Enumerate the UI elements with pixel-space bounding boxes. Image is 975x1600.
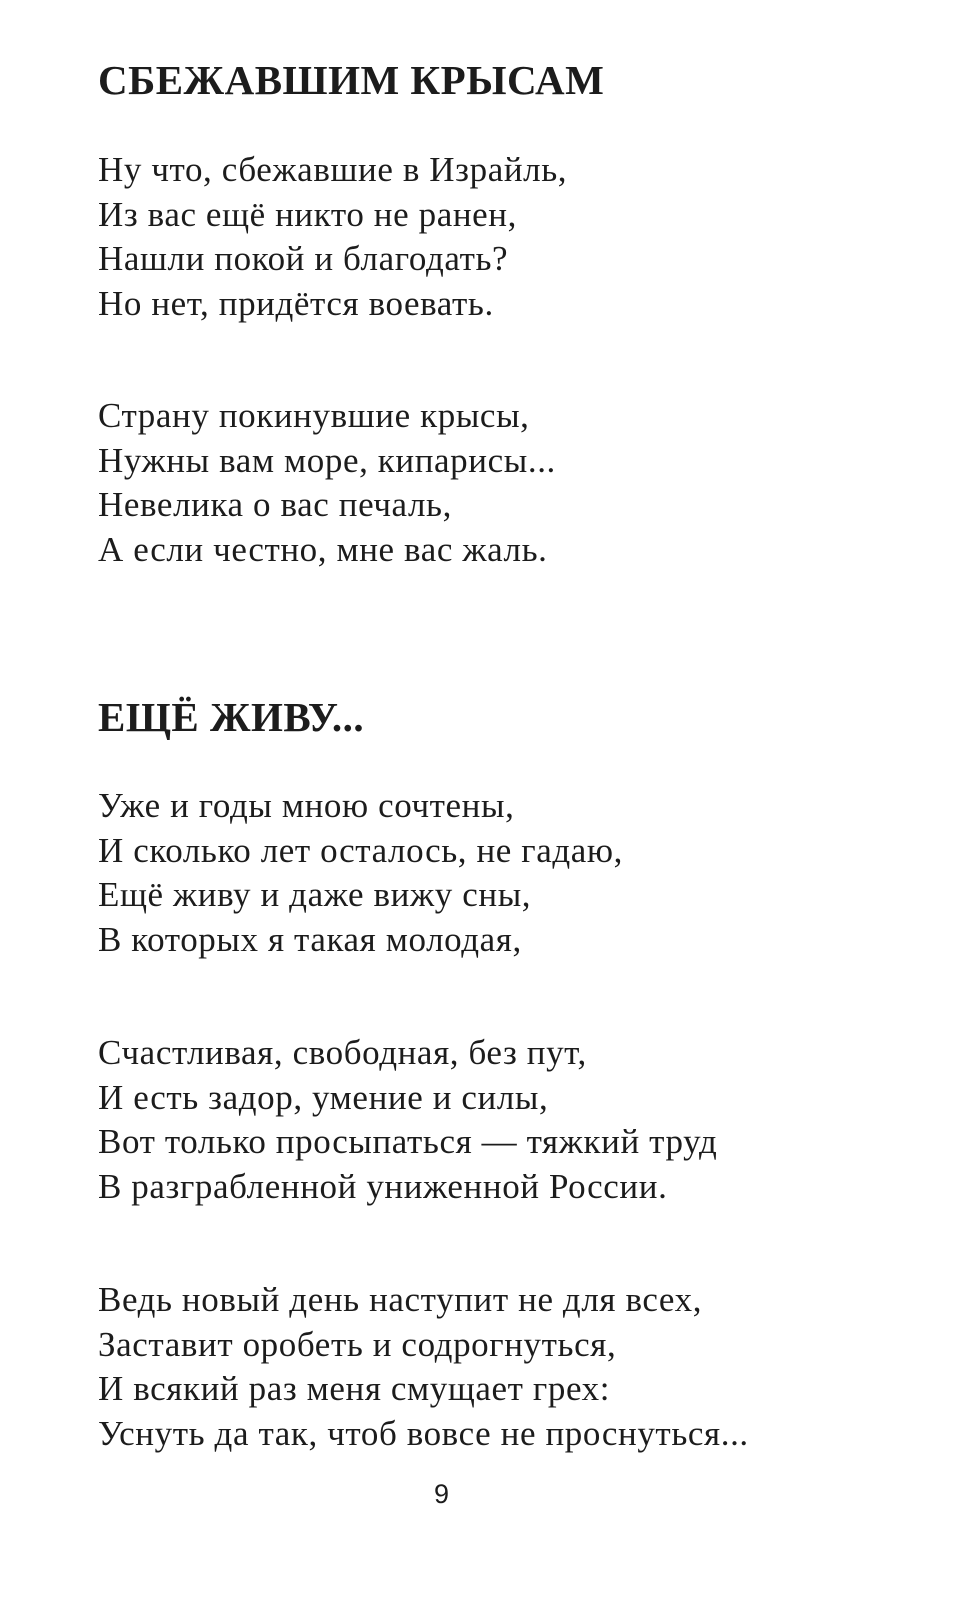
poem-title: ЕЩЁ ЖИВУ...: [98, 694, 365, 740]
poem-line: Но нет, придётся воевать.: [98, 283, 494, 323]
poem-stanza: [98, 784, 623, 962]
poem-line: Вот только просыпаться — тяжкий труд: [98, 1122, 718, 1161]
poem-title: СБЕЖАВШИМ КРЫСАМ: [98, 57, 605, 103]
poem-line: Ну что, сбежавшие в Израйль,: [98, 150, 568, 189]
poem-line: Нашли покой и благодать?: [98, 239, 509, 278]
page-number: 9: [433, 1479, 450, 1509]
poem-line: В которых я такая молодая,: [98, 919, 522, 959]
poem-line: Ещё живу и даже вижу сны,: [98, 875, 532, 914]
poem-line: И сколько лет осталось, не гадаю,: [98, 830, 624, 870]
poem-line: Уже и годы мною сочтены,: [98, 786, 515, 825]
poem-line: Из вас ещё никто не ранен,: [98, 194, 517, 234]
poem-stanza: [98, 1031, 717, 1209]
poem-stanza: [98, 148, 567, 326]
poem-line: А если честно, мне вас жаль.: [98, 529, 548, 569]
poem-line: И есть задор, умение и силы,: [98, 1077, 549, 1117]
poem-line: Счастливая, свободная, без пут,: [98, 1033, 587, 1072]
poem-line: Страну покинувшие крысы,: [98, 396, 530, 435]
poem-stanza: [98, 1278, 749, 1456]
poem-line: В разграбленной униженной России.: [98, 1166, 668, 1206]
poem-line: Уснуть да так, чтоб вовсе не проснуться...: [98, 1413, 749, 1453]
poem-stanza: [98, 394, 556, 572]
poem-line: Ведь новый день наступит не для всех,: [98, 1280, 703, 1319]
poem-line: Нужны вам море, кипарисы...: [98, 440, 556, 480]
poem-line: И всякий раз меня смущает грех:: [98, 1369, 611, 1408]
poem-line: Невелика о вас печаль,: [98, 485, 452, 524]
poem-line: Заставит оробеть и содрогнуться,: [98, 1324, 617, 1364]
